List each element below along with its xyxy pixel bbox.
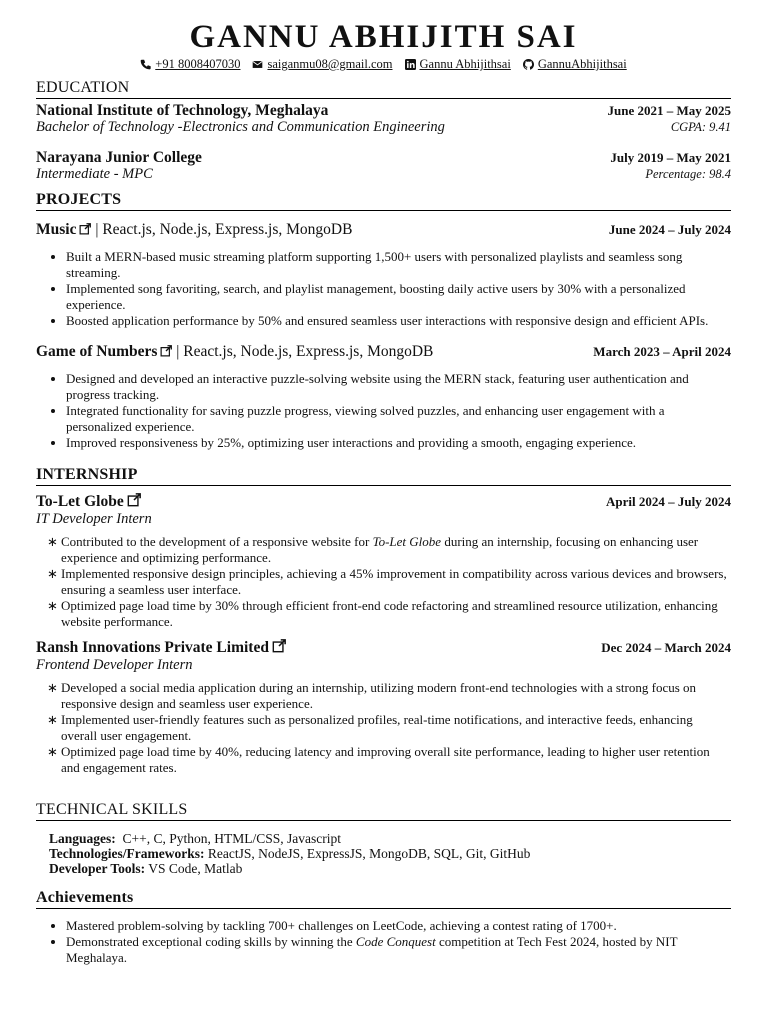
project-entry (36, 221, 731, 329)
company-name: Ransh Innovations Private Limited (36, 639, 269, 656)
project-dates: March 2023 – April 2024 (593, 344, 731, 359)
project-tech: | React.js, Node.js, Express.js, MongoDB (172, 343, 434, 360)
list-item: • Designed and developed an interactive puzzle-solving website using the MERN stack, featuring user authentication and progress tracking. (66, 371, 731, 403)
projects-heading: PROJECTS (36, 190, 731, 211)
achievements-bullets (36, 918, 731, 966)
skills-list (36, 831, 731, 876)
internship-section (36, 465, 731, 776)
external-link-icon[interactable] (160, 345, 172, 357)
project-name: Music (36, 221, 77, 238)
skills-frameworks: Technologies/Frameworks: ReactJS, NodeJS, ExpressJS, MongoDB, SQL, Git, GitHub (49, 846, 531, 861)
external-link-icon[interactable] (272, 639, 286, 653)
internship-entry (36, 639, 731, 776)
list-item: • Mastered problem-solving by tackling 700+ challenges on LeetCode, achieving a contest rating of 1700+. (66, 918, 731, 934)
resume-page (36, 18, 731, 966)
list-item: ∗ Implemented responsive design principles, achieving a 45% improvement in compatibility across various devices and browsers, ensuring a seamless user interface. (61, 566, 731, 598)
list-item: • Demonstrated exceptional coding skills by winning the Code Conquest competition at Tech Fest 2024, hosted by NIT Meghalaya. (66, 934, 731, 966)
education-dates: July 2019 – May 2021 (610, 150, 731, 165)
education-entry (36, 149, 731, 183)
contact-bar (36, 56, 731, 72)
phone-text: +91 8008407030 (155, 57, 241, 71)
project-name: Game of Numbers (36, 343, 158, 360)
candidate-name: GANNU ABHIJITH SAI (189, 19, 578, 55)
github-icon (523, 59, 534, 70)
internship-bullets (36, 680, 731, 776)
education-section (36, 78, 731, 183)
achievements-heading: Achievements (36, 888, 731, 909)
role: Frontend Developer Intern (36, 657, 193, 673)
list-item: ∗ Contributed to the development of a responsive website for To-Let Globe during an internship, focusing on enhancing user experience and optimizing performance. (61, 534, 731, 566)
internship-heading: INTERNSHIP (36, 465, 731, 486)
education-heading: EDUCATION (36, 78, 731, 99)
company-name: To-Let Globe (36, 493, 124, 510)
project-tech: | React.js, Node.js, Express.js, MongoDB (91, 221, 353, 238)
internship-dates: Dec 2024 – March 2024 (601, 640, 731, 655)
skills-section (36, 800, 731, 876)
education-entry (36, 102, 731, 136)
list-item: • Implemented song favoriting, search, and playlist management, boosting daily active users by 30% with a personalized experience. (66, 281, 731, 313)
phone-icon (140, 59, 151, 70)
school-name: National Institute of Technology, Meghalaya (36, 102, 329, 119)
school-name: Narayana Junior College (36, 149, 202, 166)
github-link[interactable] (523, 56, 627, 72)
education-dates: June 2021 – May 2025 (607, 103, 731, 118)
list-item: ∗ Developed a social media application during an internship, utilizing modern front-end technologies with a strong focus on responsive design and seamless user experience. (61, 680, 731, 712)
list-item: ∗ Implemented user-friendly features such as personalized profiles, real-time notifications, and interactive feeds, enhancing overall user engagement. (61, 712, 731, 744)
github-text: GannuAbhijithsai (537, 57, 627, 71)
list-item: ∗ Optimized page load time by 30% through efficient front-end code refactoring and streamlined resource utilization, enhancing website performance. (61, 598, 731, 630)
score: CGPA: 9.41 (670, 120, 731, 134)
role: IT Developer Intern (36, 511, 152, 527)
external-link-icon[interactable] (127, 493, 141, 507)
email-link[interactable] (252, 56, 392, 72)
internship-dates: April 2024 – July 2024 (606, 494, 731, 509)
skills-languages: Languages: C++, C, Python, HTML/CSS, Javascript (49, 831, 342, 846)
external-link-icon[interactable] (79, 223, 91, 235)
linkedin-icon (405, 59, 416, 70)
skills-tools: Developer Tools: VS Code, Matlab (49, 861, 243, 876)
internship-entry (36, 493, 731, 630)
degree: Bachelor of Technology -Electronics and Communication Engineering (36, 119, 445, 135)
score: Percentage: 98.4 (645, 167, 731, 181)
project-entry (36, 343, 731, 451)
project-bullets (36, 249, 731, 329)
skills-heading: TECHNICAL SKILLS (36, 800, 731, 821)
envelope-icon (252, 59, 263, 70)
degree: Intermediate - MPC (36, 166, 153, 182)
linkedin-text: Gannu Abhijithsai (419, 57, 511, 71)
list-item: • Integrated functionality for saving puzzle progress, viewing solved puzzles, and enhancing user engagement with a personalized experience. (66, 403, 731, 435)
list-item: • Improved responsiveness by 25%, optimizing user interactions and providing a smooth, engaging experience. (66, 435, 731, 451)
email-text: saiganmu08@gmail.com (267, 57, 393, 71)
project-bullets (36, 371, 731, 451)
list-item: • Boosted application performance by 50% and ensured seamless user interactions with responsive design and efficient APIs. (66, 313, 731, 329)
projects-section (36, 190, 731, 451)
linkedin-link[interactable] (405, 56, 511, 72)
list-item: ∗ Optimized page load time by 40%, reducing latency and improving overall site performance, leading to higher user retention and engagement rates. (61, 744, 731, 776)
achievements-section (36, 888, 731, 966)
project-dates: June 2024 – July 2024 (608, 222, 731, 237)
phone-link[interactable] (140, 56, 240, 72)
internship-bullets (36, 534, 731, 630)
list-item: • Built a MERN-based music streaming platform supporting 1,500+ users with personalized playlists and seamless song streaming. (66, 249, 731, 281)
